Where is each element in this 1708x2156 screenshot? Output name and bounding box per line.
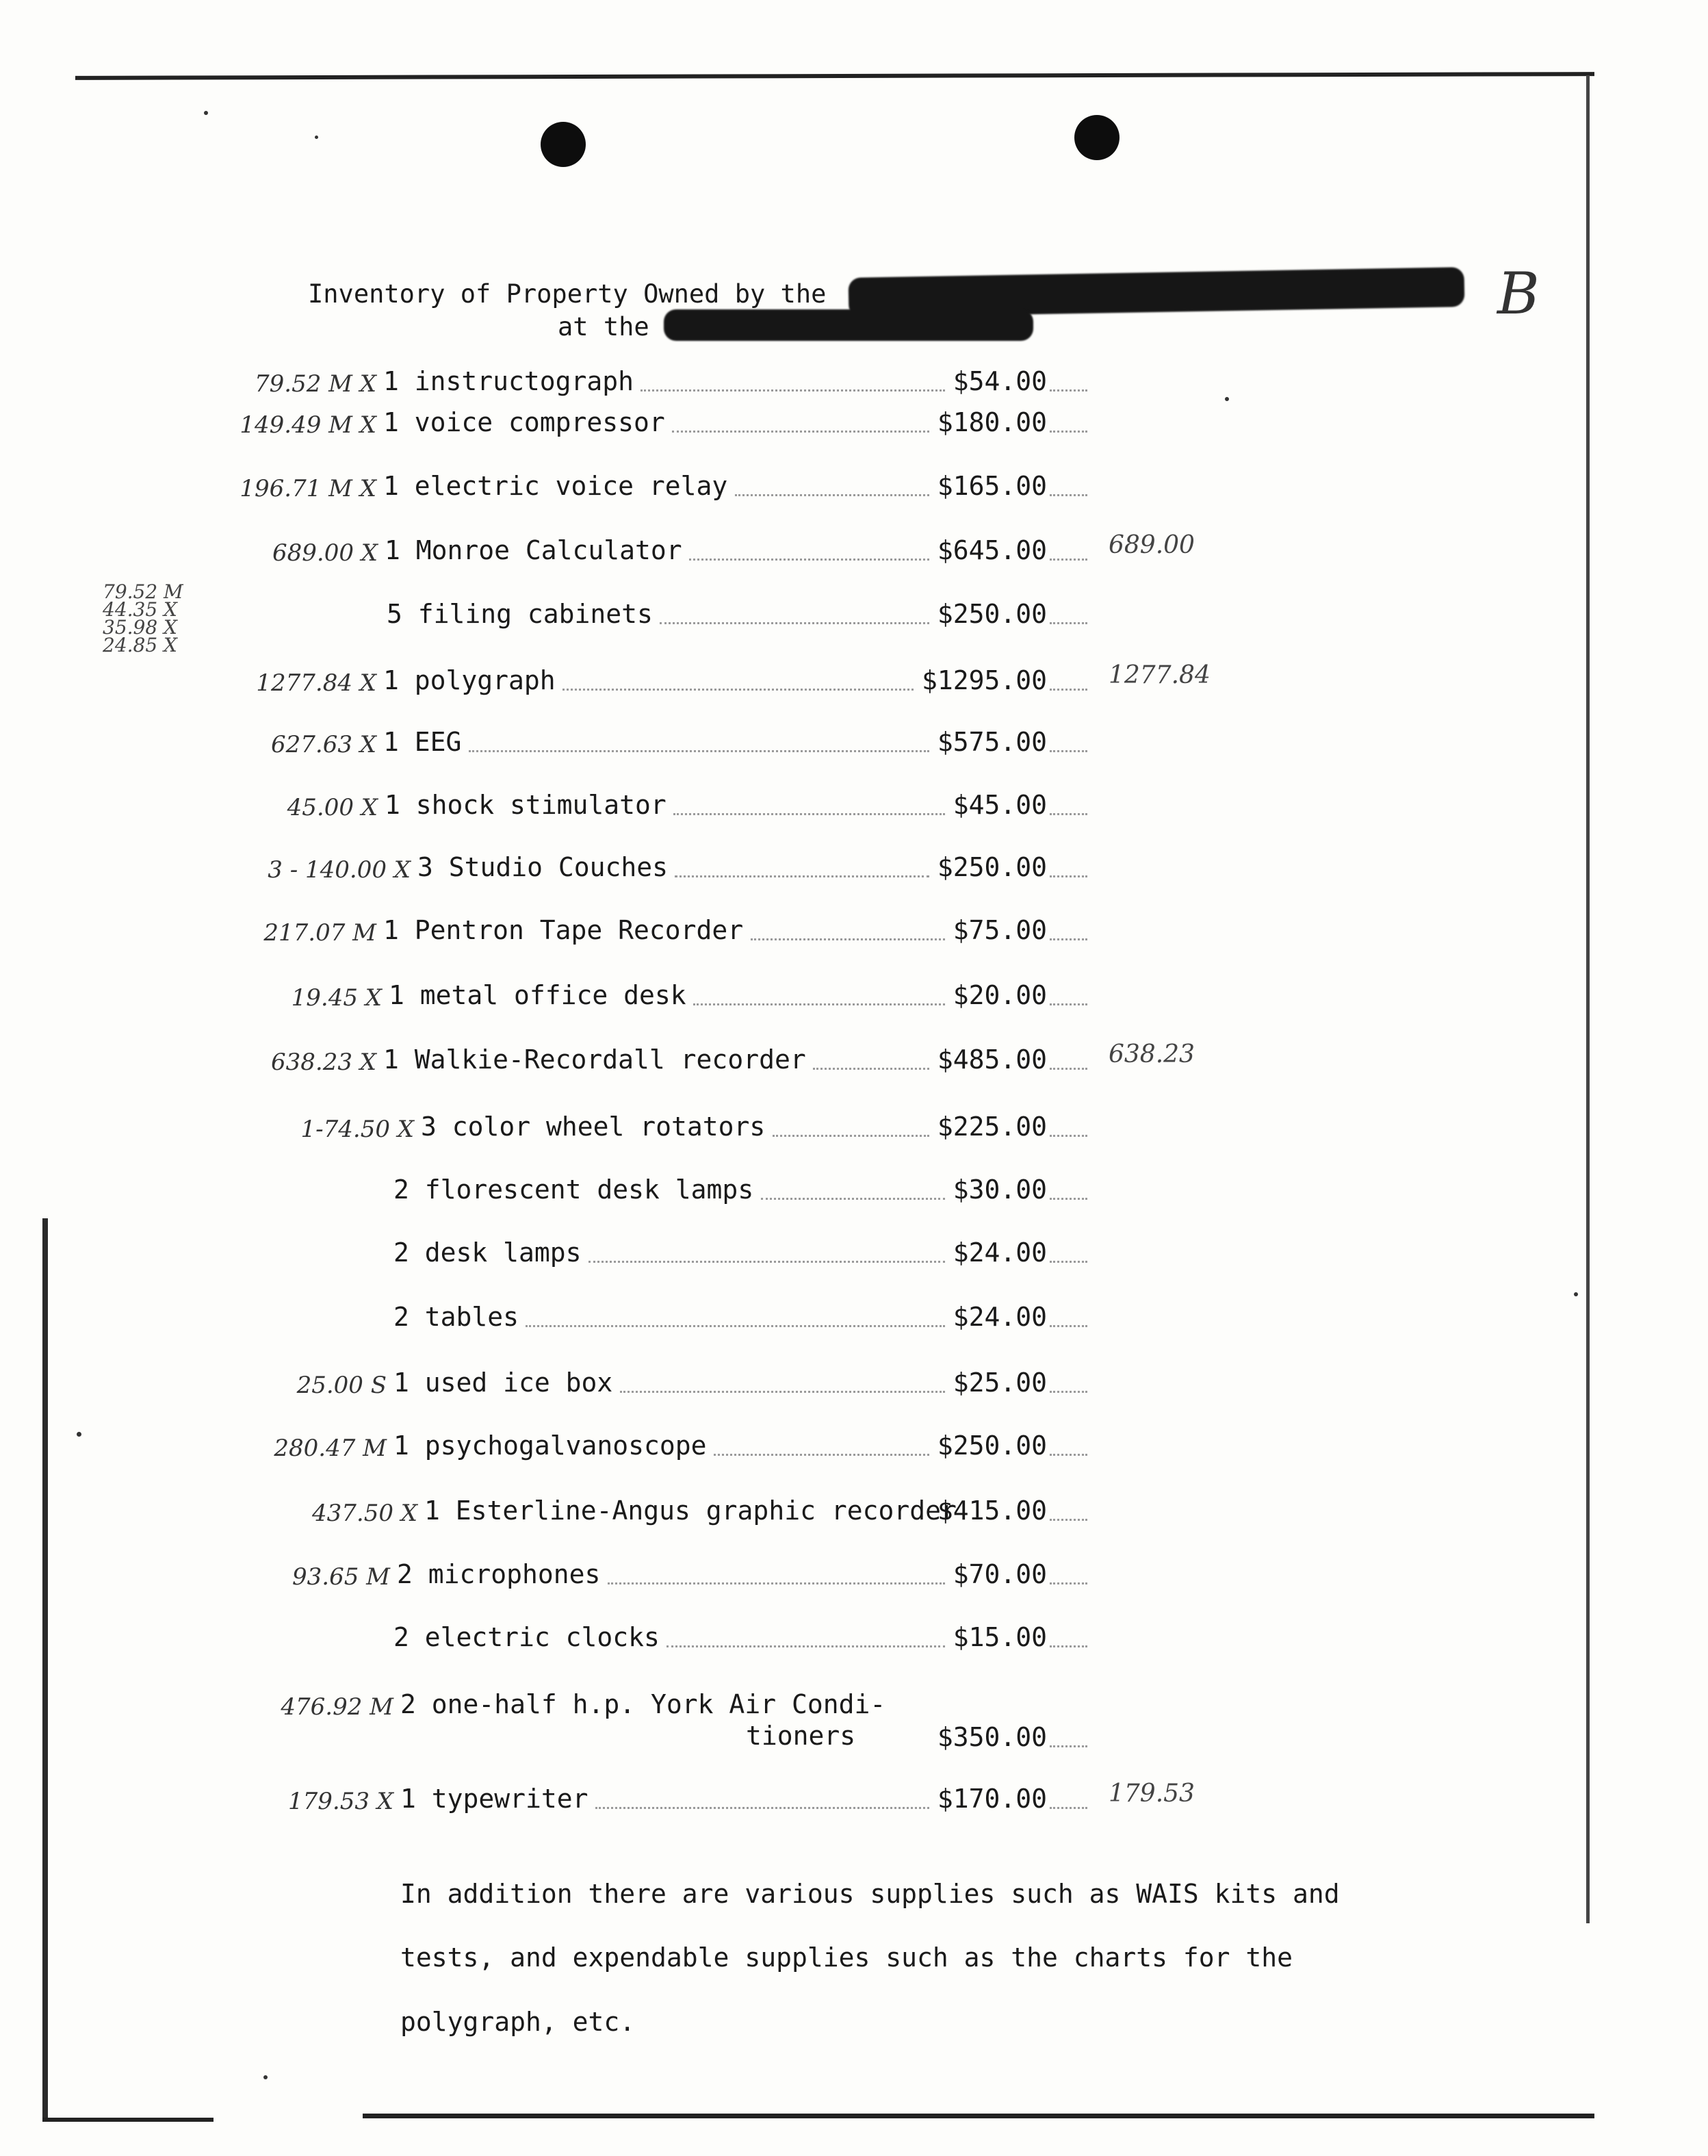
dotted-leader	[714, 1454, 929, 1456]
header-line-1: Inventory of Property Owned by the	[308, 279, 827, 309]
dotted-leader	[526, 1325, 944, 1327]
dotted-leader	[1050, 1807, 1087, 1809]
item-price: $1295.00	[921, 665, 1047, 695]
item-description: 1 shock stimulator	[385, 790, 667, 820]
scan-speck	[1225, 397, 1229, 401]
dotted-leader	[660, 622, 929, 624]
item-price: $75.00	[953, 915, 1047, 945]
item-price: $24.00	[953, 1302, 1047, 1332]
inventory-row	[0, 852, 1708, 893]
handwritten-value: 196.71 M X	[240, 475, 376, 502]
handwritten-margin-note: 638.23	[1109, 1040, 1195, 1068]
handwritten-value: 217.07 M	[263, 919, 376, 947]
dotted-leader	[1050, 813, 1087, 815]
dotted-leader	[1050, 750, 1087, 752]
dotted-leader	[1050, 875, 1087, 877]
item-price: $250.00	[937, 1430, 1047, 1461]
dotted-leader	[1050, 622, 1087, 624]
dotted-leader	[1050, 389, 1087, 392]
dotted-leader	[1050, 1391, 1087, 1393]
dotted-leader	[1050, 1745, 1087, 1747]
item-description: 1 instructograph	[383, 366, 634, 396]
item-price: $575.00	[937, 727, 1047, 757]
scan-speck	[77, 1432, 81, 1437]
inventory-row	[0, 1780, 1708, 1825]
inventory-row	[0, 1175, 1708, 1216]
handwritten-value: 93.65 M	[292, 1563, 390, 1591]
paragraph-line-1: In addition there are various supplies such as WAIS kits and	[400, 1879, 1340, 1909]
inventory-row	[0, 1689, 1708, 1752]
item-description: 2 florescent desk lamps	[393, 1175, 754, 1205]
dotted-leader	[667, 1645, 944, 1647]
dotted-leader	[675, 875, 929, 877]
dotted-leader	[469, 750, 929, 752]
paragraph-line-3: polygraph, etc.	[400, 2007, 636, 2037]
dotted-leader	[1050, 1068, 1087, 1070]
margin-calculation: 79.52 M 44.35 X 35.98 X 24.85 X	[103, 580, 183, 656]
punch-hole-left	[541, 122, 586, 167]
handwritten-value: 280.47 M	[274, 1435, 387, 1462]
dotted-leader	[761, 1198, 945, 1200]
dotted-leader	[588, 1261, 945, 1263]
item-description: 1 voice compressor	[383, 407, 665, 437]
item-price: $350.00	[937, 1722, 1047, 1752]
handwritten-value: 25.00 S	[296, 1372, 387, 1399]
inventory-row	[0, 661, 1708, 706]
dotted-leader	[1050, 1261, 1087, 1263]
item-description: 1 Pentron Tape Recorder	[383, 915, 744, 945]
item-price: $645.00	[937, 535, 1047, 565]
handwritten-value: 638.23 X	[271, 1049, 376, 1076]
handwritten-value: 45.00 X	[287, 794, 378, 821]
dotted-leader	[672, 431, 929, 433]
inventory-row	[0, 471, 1708, 512]
item-price: $250.00	[937, 599, 1047, 629]
dotted-leader	[689, 559, 929, 561]
dotted-leader	[1050, 559, 1087, 561]
dotted-leader	[1050, 1645, 1087, 1647]
dotted-leader	[608, 1582, 945, 1584]
handwritten-margin-note: 179.53	[1109, 1780, 1195, 1808]
item-price: $54.00	[953, 366, 1047, 396]
item-description: 2 one-half h.p. York Air Condi-	[400, 1689, 886, 1719]
item-price: $250.00	[937, 852, 1047, 882]
handwritten-value: 476.92 M	[281, 1693, 393, 1721]
item-description-continued: tioners	[746, 1721, 856, 1751]
item-description: 1 psychogalvanoscope	[393, 1430, 707, 1461]
item-price: $20.00	[953, 980, 1047, 1010]
inventory-row	[0, 1237, 1708, 1279]
handwritten-value: 437.50 X	[312, 1500, 417, 1527]
inventory-row	[0, 599, 1708, 640]
inventory-row	[0, 407, 1708, 448]
inventory-row	[0, 1302, 1708, 1343]
handwritten-value: 1-74.50 X	[300, 1116, 414, 1143]
inventory-row	[0, 1040, 1708, 1086]
item-description: 2 electric clocks	[393, 1622, 660, 1652]
item-price: $24.00	[953, 1237, 1047, 1268]
dotted-leader	[595, 1807, 929, 1809]
header-line-2: at the	[558, 312, 649, 342]
inventory-row	[0, 790, 1708, 831]
handwritten-value: 627.63 X	[271, 731, 376, 758]
item-price: $170.00	[937, 1784, 1047, 1814]
item-description: 3 Studio Couches	[417, 852, 669, 882]
dotted-leader	[773, 1135, 929, 1137]
item-price: $180.00	[937, 407, 1047, 437]
item-description: 1 metal office desk	[389, 980, 686, 1010]
scan-speck	[1574, 1292, 1578, 1296]
left-border-line	[42, 1218, 48, 2122]
inventory-row	[0, 1496, 1708, 1537]
handwritten-value: 149.49 M X	[240, 411, 376, 439]
item-description: 2 tables	[393, 1302, 519, 1332]
dotted-leader	[1050, 1582, 1087, 1584]
item-description: 1 used ice box	[393, 1368, 613, 1398]
dotted-leader	[1050, 689, 1087, 691]
inventory-row	[0, 531, 1708, 576]
handwritten-value: 179.53 X	[288, 1788, 393, 1815]
dotted-leader	[735, 494, 929, 496]
item-price: $70.00	[953, 1559, 1047, 1589]
paragraph-line-2: tests, and expendable supplies such as the charts for the	[400, 1942, 1293, 1973]
dotted-leader	[620, 1391, 945, 1393]
handwritten-value: 689.00 X	[272, 539, 378, 567]
dotted-leader	[1050, 1198, 1087, 1200]
dotted-leader	[1050, 1454, 1087, 1456]
item-price: $15.00	[953, 1622, 1047, 1652]
item-description: 5 filing cabinets	[387, 599, 653, 629]
dotted-leader	[813, 1068, 929, 1070]
item-description: 2 microphones	[397, 1559, 601, 1589]
dotted-leader	[1050, 1135, 1087, 1137]
inventory-row	[0, 1622, 1708, 1663]
item-description: 1 typewriter	[400, 1784, 588, 1814]
item-price: $225.00	[937, 1112, 1047, 1142]
scan-speck	[204, 111, 208, 115]
dotted-leader	[640, 389, 944, 392]
dotted-leader	[562, 689, 914, 691]
item-description: 3 color wheel rotators	[421, 1112, 766, 1142]
redaction-bar	[664, 309, 1033, 341]
dotted-leader	[1050, 431, 1087, 433]
bottom-left-border-line	[42, 2118, 214, 2122]
dotted-leader	[673, 813, 944, 815]
item-description: 1 EEG	[383, 727, 462, 757]
item-description: 1 electric voice relay	[383, 471, 728, 501]
inventory-row	[0, 366, 1708, 407]
handwritten-value: 3 - 140.00 X	[268, 856, 411, 884]
inventory-row	[0, 1559, 1708, 1600]
item-price: $165.00	[937, 471, 1047, 501]
inventory-row	[0, 727, 1708, 768]
top-border-line	[75, 72, 1594, 80]
dotted-leader	[1050, 494, 1087, 496]
handwritten-value: 19.45 X	[291, 984, 382, 1012]
handwritten-margin-note: 689.00	[1109, 531, 1195, 559]
inventory-row	[0, 1112, 1708, 1153]
inventory-row	[0, 1430, 1708, 1472]
corner-mark: B	[1497, 260, 1540, 327]
inventory-row	[0, 980, 1708, 1021]
dotted-leader	[1050, 1519, 1087, 1521]
dotted-leader	[1050, 1003, 1087, 1005]
inventory-row	[0, 915, 1708, 956]
item-price: $30.00	[953, 1175, 1047, 1205]
dotted-leader	[1050, 938, 1087, 940]
handwritten-margin-note: 1277.84	[1109, 661, 1211, 689]
dotted-leader	[751, 938, 945, 940]
item-price: $485.00	[937, 1044, 1047, 1075]
dotted-leader	[1050, 1325, 1087, 1327]
bottom-border-line	[363, 2114, 1594, 2118]
item-price: $25.00	[953, 1368, 1047, 1398]
item-description: 2 desk lamps	[393, 1237, 582, 1268]
dotted-leader	[693, 1003, 945, 1005]
item-price: $415.00	[937, 1496, 1047, 1526]
scan-speck	[315, 136, 318, 139]
item-description: 1 Esterline-Angus graphic recorder	[424, 1496, 957, 1526]
handwritten-value: 79.52 M X	[255, 370, 376, 398]
handwritten-value: 1277.84 X	[256, 669, 376, 697]
punch-hole-right	[1074, 115, 1120, 160]
inventory-row	[0, 1368, 1708, 1409]
scan-speck	[263, 2075, 268, 2079]
item-description: 1 Walkie-Recordall recorder	[383, 1044, 806, 1075]
item-description: 1 Monroe Calculator	[385, 535, 682, 565]
item-description: 1 polygraph	[383, 665, 556, 695]
item-price: $45.00	[953, 790, 1047, 820]
